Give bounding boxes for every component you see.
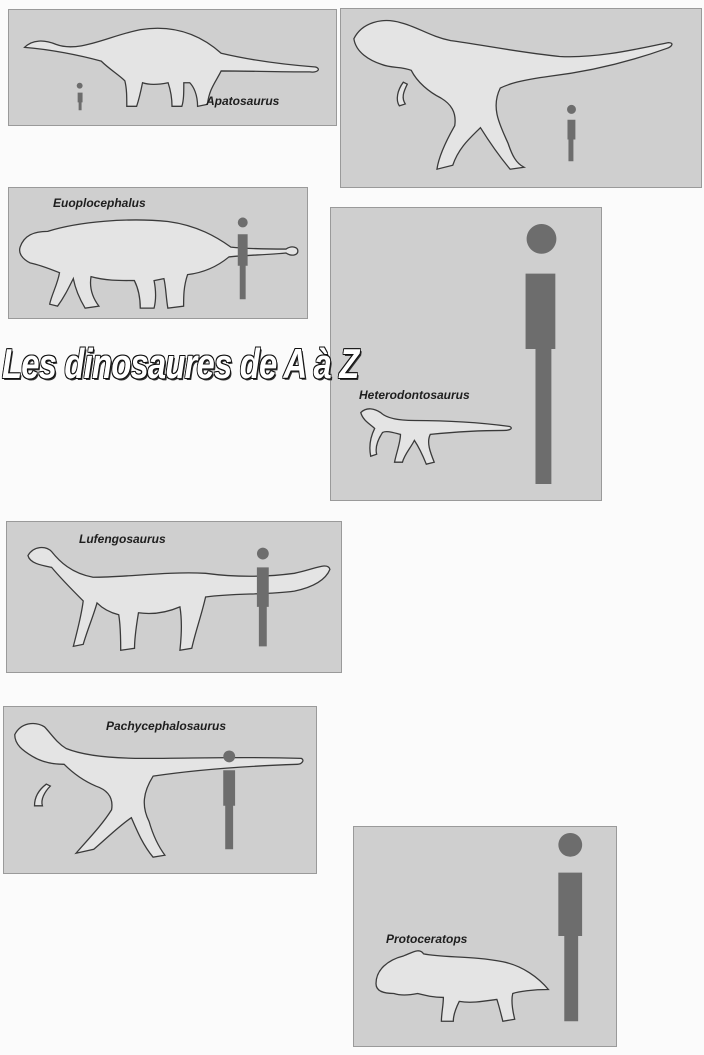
label-euoplocephalus: Euoplocephalus bbox=[53, 196, 146, 210]
panel-euoplocephalus bbox=[8, 187, 308, 319]
label-apatosaurus: Apatosaurus bbox=[206, 94, 280, 108]
panel-protoceratops bbox=[353, 826, 617, 1047]
label-pachycephalosaurus: Pachycephalosaurus bbox=[106, 719, 227, 733]
heterodontosaurus-illustration bbox=[331, 208, 601, 500]
label-protoceratops: Protoceratops bbox=[386, 932, 468, 946]
panel-heterodontosaurus bbox=[330, 207, 602, 501]
apatosaurus-illustration bbox=[9, 10, 336, 125]
label-lufengosaurus: Lufengosaurus bbox=[79, 532, 166, 546]
allosaurus-illustration bbox=[341, 9, 701, 187]
panel-pachycephalosaurus bbox=[3, 706, 317, 874]
panel-lufengosaurus bbox=[6, 521, 342, 673]
panel-apatosaurus bbox=[8, 9, 337, 126]
label-heterodontosaurus: Heterodontosaurus bbox=[359, 388, 470, 402]
page-title: Les dinosaures de A à Z bbox=[2, 340, 359, 387]
lufengosaurus-illustration bbox=[7, 522, 341, 672]
panel-allosaurus bbox=[340, 8, 702, 188]
